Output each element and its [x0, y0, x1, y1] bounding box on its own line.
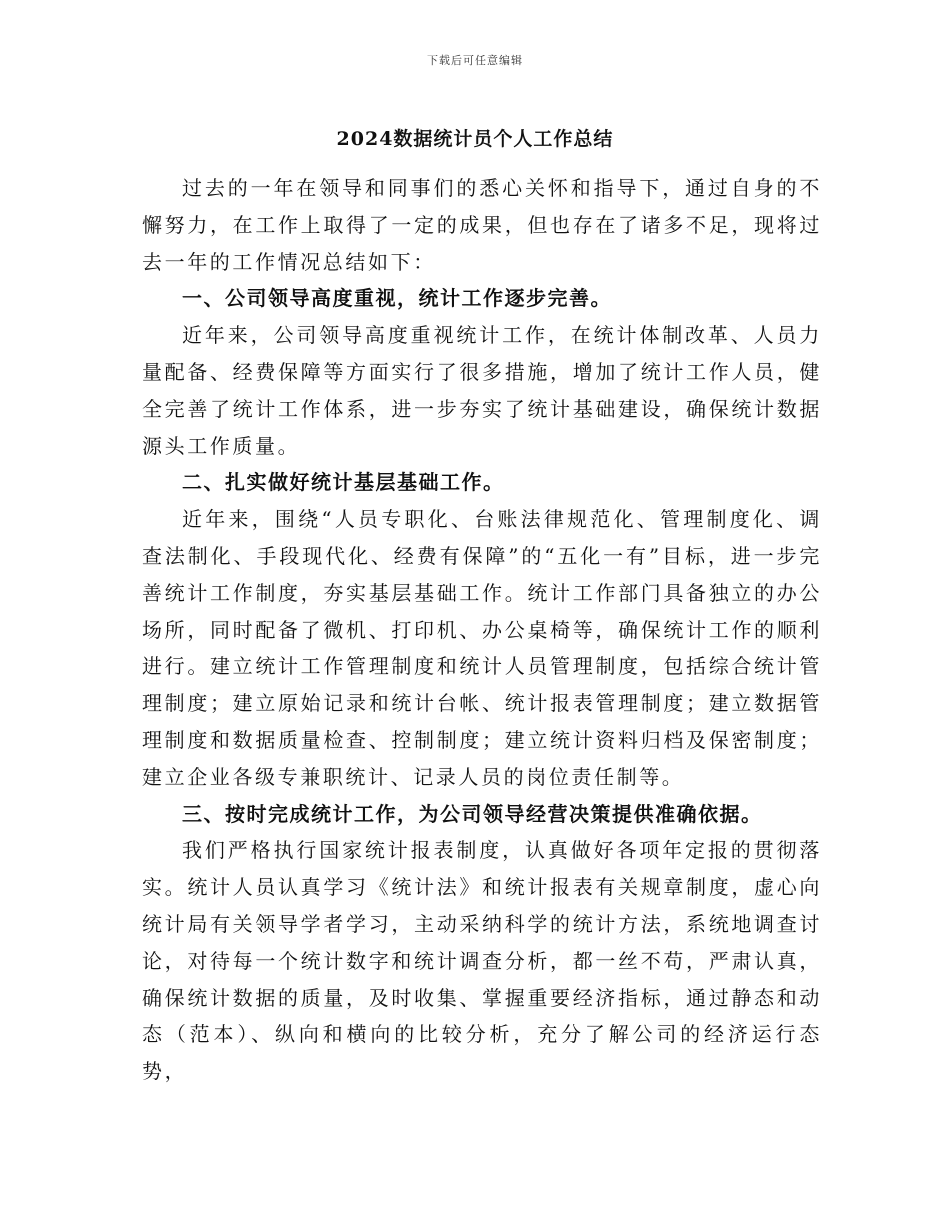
section-body-3: 我们严格执行国家统计报表制度，认真做好各项年定报的贯彻落实。统计人员认真学习《统计法》和统计报表有关规章制度，虚心向统计局有关领导学者学习，主动采纳科学的统计方法，系统地调查讨论，对待每一个统计数字和统计调查分析，都一丝不苟，严肃认真，确保统计数据的质量，及时收集、掌握重要经济指标，通过静态和动态（范本）、纵向和横向的比较分析，充分了解公司的经济运行态势，: [142, 838, 822, 1084]
section-heading-2: 二、扎实做好统计基层基础工作。: [182, 470, 505, 495]
page-header-note: 下载后可任意编辑: [427, 54, 523, 67]
intro-paragraph: 过去的一年在领导和同事们的悉心关怀和指导下，通过自身的不懈努力，在工作上取得了一定的成果，但也存在了诸多不足，现将过去一年的工作情况总结如下：: [142, 176, 822, 274]
section-body-2: 近年来，围绕“人员专职化、台账法律规范化、管理制度化、调查法制化、手段现代化、经费有保障”的“五化一有”目标，进一步完善统计工作制度，夯实基层基础工作。统计工作部门具备独立的办公场所，同时配备了微机、打印机、办公桌椅等，确保统计工作的顺利进行。建立统计工作管理制度和统计人员管理制度，包括综合统计管理制度；建立原始记录和统计台帐、统计报表管理制度；建立数据管理制度和数据质量检查、控制制度；建立统计资料归档及保密制度；建立企业各级专兼职统计、记录人员的岗位责任制等。: [142, 507, 822, 789]
section-body-1: 近年来，公司领导高度重视统计工作，在统计体制改革、人员力量配备、经费保障等方面实行了很多措施，增加了统计工作人员，健全完善了统计工作体系，进一步夯实了统计基础建设，确保统计数据源头工作质量。: [142, 323, 822, 458]
section-heading-3: 三、按时完成统计工作，为公司领导经营决策提供准确依据。: [182, 801, 763, 826]
document-title: 2024数据统计员个人工作总结: [336, 128, 614, 150]
section-heading-1: 一、公司领导高度重视，统计工作逐步完善。: [182, 286, 612, 311]
document-body: [142, 170, 822, 1090]
